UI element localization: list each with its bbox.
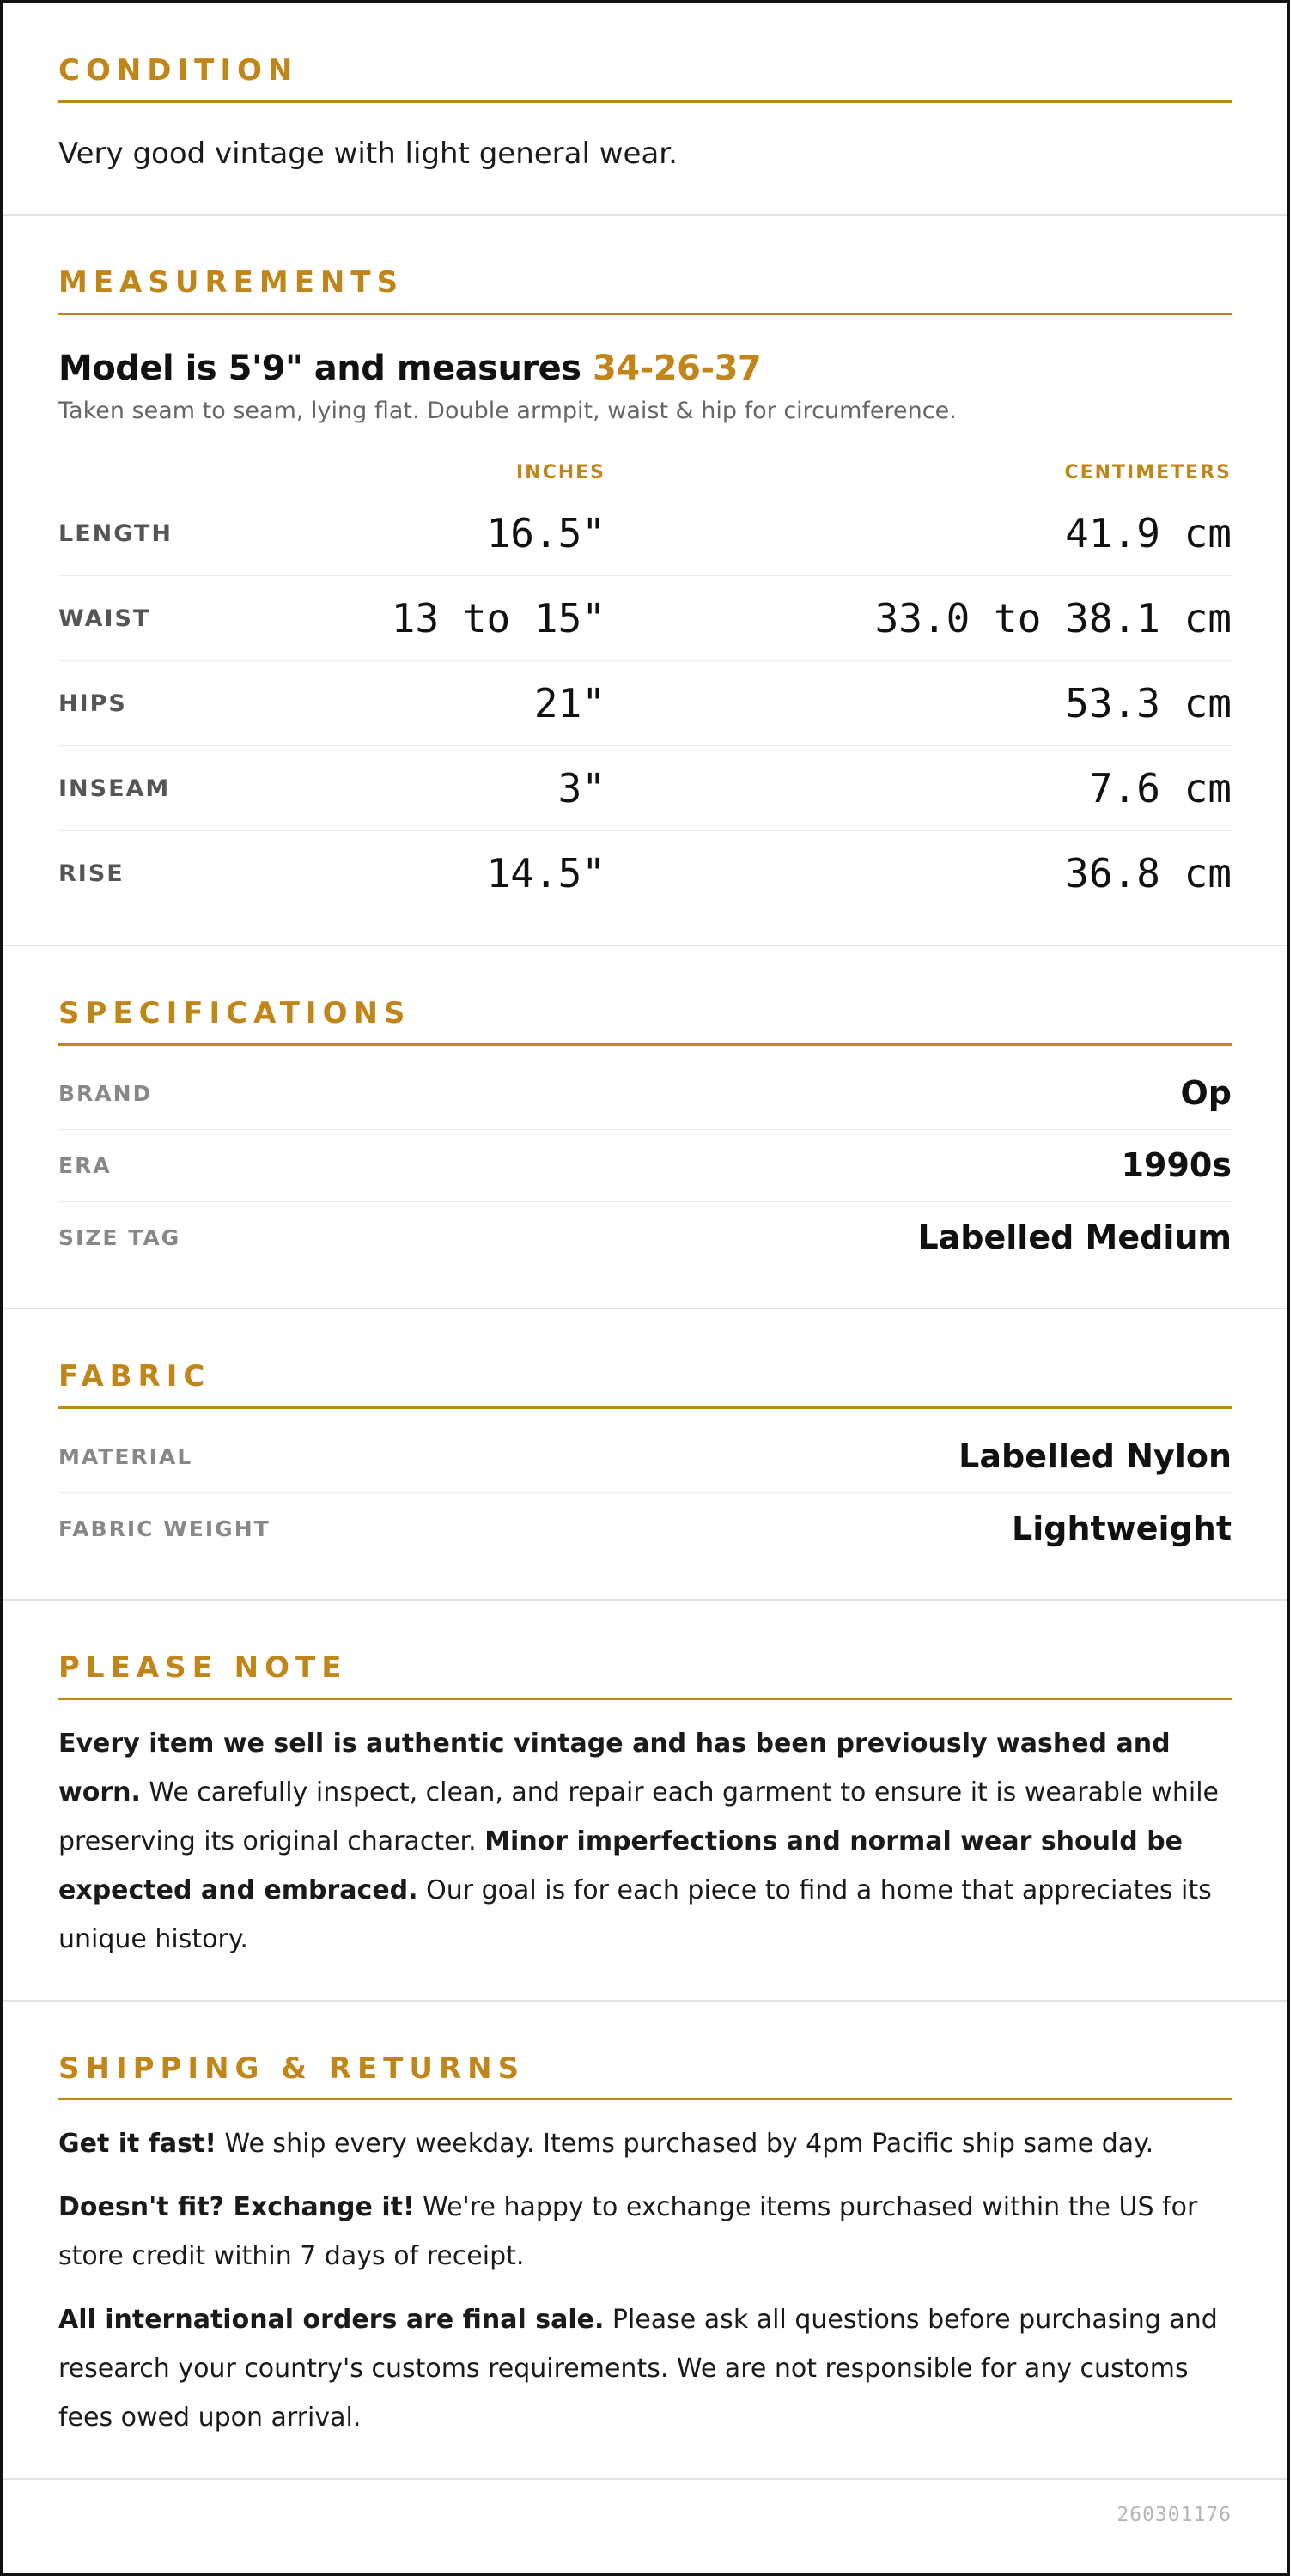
- spec-key: ERA: [58, 1152, 112, 1178]
- fabric-row-weight: [58, 1493, 1232, 1564]
- shipping-text-3: Please ask all questions before purchasing and research your country's customs requirements. We are not responsible for any customs fees owed upon arrival.: [58, 2305, 1218, 2433]
- measurement-cm: 33.0 to 38.1 cm: [874, 595, 1232, 642]
- measurement-cm: 7.6 cm: [1088, 765, 1232, 812]
- measurement-inches: 14.5": [486, 850, 605, 897]
- shipping-text-1: We ship every weekday. Items purchased by 4pm Pacific ship same day.: [216, 2129, 1154, 2160]
- shipping-text-2: We're happy to exchange items purchased within the US for store credit within 7 days of receipt.: [58, 2192, 1198, 2272]
- specifications-title: SPECIFICATIONS: [58, 996, 1232, 1046]
- measurements-title: MEASUREMENTS: [58, 265, 1232, 315]
- measurements-header: [58, 453, 1232, 491]
- please-note-section: [3, 1601, 1287, 2002]
- please-note-title: PLEASE NOTE: [58, 1650, 1232, 1700]
- spec-key: BRAND: [58, 1080, 153, 1106]
- fabric-value: Lightweight: [1012, 1510, 1232, 1548]
- fabric-key: MATERIAL: [58, 1443, 193, 1469]
- measurement-label: RISE: [58, 860, 125, 887]
- fabric-row-material: [58, 1421, 1232, 1493]
- measurement-label: WAIST: [58, 605, 151, 632]
- measurement-row-hips: [58, 661, 1232, 746]
- measurement-cm: 41.9 cm: [1065, 510, 1232, 557]
- please-note-text: [58, 1719, 1232, 1964]
- fabric-section: [3, 1309, 1287, 1601]
- footer: [3, 2480, 1287, 2550]
- model-figures: 34-26-37: [593, 349, 762, 389]
- measurement-inches: 21": [533, 680, 605, 727]
- spec-value: Op: [1180, 1074, 1232, 1113]
- measurement-label: LENGTH: [58, 519, 173, 547]
- product-code: 260301176: [1117, 2504, 1232, 2527]
- measurement-inches: 3": [557, 765, 605, 812]
- shipping-bold-3: All international orders are final sale.: [58, 2305, 605, 2336]
- fabric-value: Labelled Nylon: [958, 1437, 1232, 1476]
- measurement-label: HIPS: [58, 690, 127, 717]
- spec-value: Labelled Medium: [917, 1218, 1232, 1257]
- measurement-inches: 16.5": [486, 510, 605, 557]
- fabric-key: FABRIC WEIGHT: [58, 1516, 271, 1541]
- spec-value: 1990s: [1121, 1146, 1232, 1185]
- fabric-title: FABRIC: [58, 1359, 1232, 1409]
- please-note-bold-2: Minor imperfections and normal wear should be expected and embraced.: [58, 1826, 1184, 1905]
- measurements-table: [58, 453, 1232, 915]
- spec-row-size-tag: [58, 1202, 1232, 1273]
- shipping-paragraph-1: [58, 2119, 1232, 2168]
- specifications-section: [3, 946, 1287, 1309]
- please-note-text-1: We carefully inspect, clean, and repair each garment to ensure it is wearable while preserving its original character.: [58, 1777, 1219, 1856]
- measurement-label: INSEAM: [58, 775, 171, 802]
- model-prefix: Model is 5'9" and measures: [58, 349, 581, 389]
- spec-row-brand: [58, 1058, 1232, 1130]
- shipping-section: [3, 2002, 1287, 2481]
- please-note-bold-1: Every item we sell is authentic vintage and has been previously washed and worn.: [58, 1728, 1171, 1807]
- measurement-row-rise: [58, 831, 1232, 915]
- measurement-row-length: [58, 491, 1232, 576]
- model-measurements: [58, 346, 1232, 391]
- shipping-title: SHIPPING & RETURNS: [58, 2051, 1232, 2101]
- column-centimeters: CENTIMETERS: [1064, 461, 1232, 483]
- measurement-cm: 53.3 cm: [1065, 680, 1232, 727]
- shipping-bold-2: Doesn't fit? Exchange it!: [58, 2192, 415, 2223]
- measurement-note: Taken seam to seam, lying flat. Double armpit, waist & hip for circumference.: [58, 398, 957, 425]
- spec-row-era: [58, 1130, 1232, 1202]
- measurements-section: [3, 216, 1287, 946]
- measurement-row-waist: [58, 576, 1232, 661]
- spec-key: SIZE TAG: [58, 1224, 181, 1250]
- measurement-row-inseam: [58, 746, 1232, 831]
- measurement-cm: 36.8 cm: [1065, 850, 1232, 897]
- column-inches: INCHES: [515, 461, 605, 483]
- please-note-text-2: Our goal is for each piece to find a home that appreciates its unique history.: [58, 1874, 1212, 1954]
- shipping-paragraph-3: [58, 2295, 1232, 2442]
- condition-section: [3, 3, 1287, 216]
- condition-title: CONDITION: [58, 53, 1232, 103]
- shipping-bold-1: Get it fast!: [58, 2129, 216, 2160]
- measurement-inches: 13 to 15": [391, 595, 605, 642]
- shipping-paragraph-2: [58, 2183, 1232, 2281]
- condition-text: Very good vintage with light general wear.: [58, 136, 678, 171]
